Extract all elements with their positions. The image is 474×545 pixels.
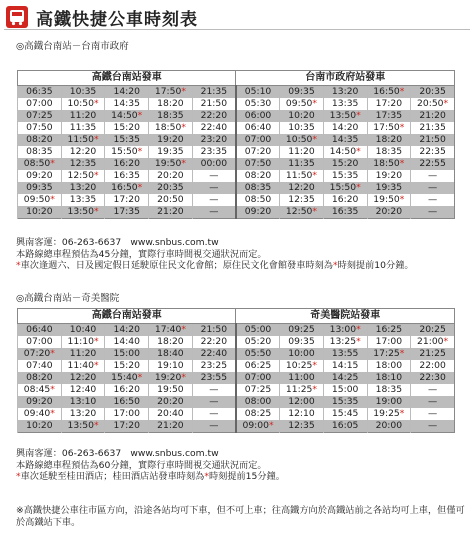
table-row xyxy=(18,396,455,408)
time-cell: 13:35 xyxy=(61,194,105,206)
time-cell: 17:20 xyxy=(105,420,149,433)
time-cell: 12:00 xyxy=(280,396,324,408)
asterisk-mark: * xyxy=(268,420,274,431)
time-cell: 16:25 xyxy=(367,324,411,337)
time-cell: 18:50* xyxy=(149,122,193,134)
time-cell: 09:20 xyxy=(18,170,62,182)
time-cell: 19:50* xyxy=(149,158,193,170)
asterisk-mark: * xyxy=(312,170,317,181)
time-cell: — xyxy=(411,420,455,433)
time-cell: 15:50* xyxy=(105,146,149,158)
asterisk-mark: * xyxy=(332,260,338,272)
time-cell: 11:50* xyxy=(280,170,324,182)
time-cell: 16:20 xyxy=(323,194,367,206)
table-row xyxy=(18,372,455,384)
time-cell: 11:20 xyxy=(280,146,324,158)
table-row xyxy=(18,110,455,122)
route-title: ◎高鐵台南站－台南市政府 xyxy=(16,41,129,52)
time-cell: 13:25* xyxy=(323,336,367,348)
time-cell: 08:50 xyxy=(236,194,280,206)
time-cell: 05:10 xyxy=(236,86,280,99)
time-cell: 13:20 xyxy=(323,86,367,99)
table-row xyxy=(18,134,455,146)
asterisk-mark: * xyxy=(399,86,405,97)
time-cell: 14:50* xyxy=(323,146,367,158)
asterisk-mark: * xyxy=(93,98,99,109)
asterisk-mark: * xyxy=(399,408,405,419)
time-cell: 14:25 xyxy=(323,372,367,384)
asterisk-mark: * xyxy=(312,98,317,109)
time-cell: 07:00 xyxy=(236,134,280,146)
time-cell: 09:50* xyxy=(280,98,324,110)
time-cell: 15:20 xyxy=(323,158,367,170)
table-row xyxy=(18,324,455,337)
asterisk-mark: * xyxy=(312,206,317,217)
time-cell: 17:25* xyxy=(367,348,411,360)
time-cell: 18:50* xyxy=(367,158,411,170)
time-cell: 21:00* xyxy=(411,336,455,348)
time-cell: 07:50 xyxy=(236,158,280,170)
time-cell: — xyxy=(192,170,236,182)
time-cell: 13:55 xyxy=(323,348,367,360)
time-cell: 19:20 xyxy=(149,134,193,146)
time-cell: — xyxy=(411,182,455,194)
time-cell: 09:35 xyxy=(280,86,324,99)
table-row xyxy=(18,206,455,219)
asterisk-mark: * xyxy=(50,348,55,359)
time-cell: 19:10 xyxy=(149,360,193,372)
time-cell: 09:40* xyxy=(18,408,62,420)
time-cell: 14:20 xyxy=(105,86,149,99)
asterisk-mark: * xyxy=(181,158,186,169)
time-cell: 09:50* xyxy=(18,194,62,206)
time-cell: 20:20 xyxy=(149,170,193,182)
asterisk-mark: * xyxy=(93,336,99,347)
time-cell: 10:35 xyxy=(280,122,324,134)
time-cell: 18:40 xyxy=(149,348,193,360)
footnote: ※高鐵快捷公車往市區方向，沿途各站均可下車，但不可上車；往高鐵方向於高鐵站前之各站均可上車，但僅可於高鐵站下車。 xyxy=(16,505,465,528)
time-cell: 12:50* xyxy=(280,206,324,219)
asterisk-mark: * xyxy=(181,86,186,97)
timetable xyxy=(17,308,455,433)
time-cell: 23:55 xyxy=(192,372,236,384)
time-cell: 20:50* xyxy=(411,98,455,110)
time-cell: 10:00 xyxy=(280,348,324,360)
time-cell: 10:50* xyxy=(280,134,324,146)
left-column-header: 高鐵台南站發車 xyxy=(18,71,236,86)
table-row xyxy=(18,158,455,170)
time-cell: 11:00 xyxy=(280,372,324,384)
asterisk-note: *車次延駛至桂田酒店；桂田酒店站發車時刻為*時刻提前15分鐘。 xyxy=(16,471,285,483)
time-cell: 19:20 xyxy=(367,170,411,182)
time-cell: 22:30 xyxy=(411,372,455,384)
asterisk-mark: * xyxy=(137,182,143,193)
time-cell: 14:50* xyxy=(105,110,149,122)
asterisk-mark: * xyxy=(312,134,317,145)
right-column-header: 台南市政府站發車 xyxy=(236,71,455,86)
time-cell: 11:20 xyxy=(61,348,105,360)
time-cell: 11:40* xyxy=(61,360,105,372)
time-cell: 08:50* xyxy=(18,158,62,170)
time-cell: 20:20 xyxy=(367,206,411,219)
time-cell: 14:35 xyxy=(323,134,367,146)
time-cell: 17:00 xyxy=(367,336,411,348)
notes xyxy=(16,448,466,483)
time-cell: 09:00* xyxy=(236,420,280,433)
time-cell: 17:00 xyxy=(105,408,149,420)
time-cell: 08:35 xyxy=(236,182,280,194)
time-cell: 13:50* xyxy=(323,110,367,122)
time-cell: 06:40 xyxy=(18,324,62,337)
time-cell: 18:10 xyxy=(367,372,411,384)
time-cell: 05:00 xyxy=(236,324,280,337)
time-cell: 21:20 xyxy=(149,420,193,433)
time-cell: 18:35 xyxy=(367,146,411,158)
asterisk-mark: * xyxy=(312,384,317,395)
time-cell: 20:20 xyxy=(149,396,193,408)
time-cell: 12:40 xyxy=(61,384,105,396)
time-cell: 10:25* xyxy=(280,360,324,372)
notes xyxy=(16,237,466,272)
time-cell: — xyxy=(411,194,455,206)
time-cell: 16:35 xyxy=(323,206,367,219)
time-cell: 18:20 xyxy=(149,98,193,110)
time-cell: 11:10* xyxy=(61,336,105,348)
table-row xyxy=(18,146,455,158)
time-cell: 17:20 xyxy=(367,98,411,110)
time-cell: — xyxy=(192,396,236,408)
time-cell: 09:20 xyxy=(18,396,62,408)
table-row xyxy=(18,336,455,348)
asterisk-mark: * xyxy=(356,110,361,121)
time-cell: 11:25* xyxy=(280,384,324,396)
table-row xyxy=(18,348,455,360)
time-cell: 00:00 xyxy=(192,158,236,170)
time-cell: 12:20 xyxy=(61,372,105,384)
time-cell: 23:20 xyxy=(192,134,236,146)
time-cell: 23:25 xyxy=(192,360,236,372)
time-cell: 07:20 xyxy=(236,146,280,158)
time-cell: 16:20 xyxy=(105,158,149,170)
timetable xyxy=(17,70,455,219)
time-cell: 14:35 xyxy=(105,98,149,110)
time-cell: 10:20 xyxy=(18,206,62,219)
asterisk-mark: * xyxy=(204,471,209,483)
time-cell: — xyxy=(192,182,236,194)
time-cell: 19:35 xyxy=(149,146,193,158)
time-cell: 13:00* xyxy=(323,324,367,337)
asterisk-mark: * xyxy=(50,408,55,419)
table-row xyxy=(18,98,455,110)
time-cell: 12:35 xyxy=(280,420,324,433)
table-row xyxy=(18,360,455,372)
time-cell: 09:20 xyxy=(236,206,280,219)
time-cell: 15:20 xyxy=(105,360,149,372)
time-cell: 14:20 xyxy=(105,324,149,337)
time-cell: 08:20 xyxy=(236,170,280,182)
asterisk-mark: * xyxy=(399,122,405,133)
asterisk-note: *車次逢週六、日及國定假日延駛原住民文化會館；原住民文化會館發車時刻為*時刻提前10分鐘。 xyxy=(16,260,414,272)
time-cell: 08:25 xyxy=(236,408,280,420)
time-cell: 20:35 xyxy=(149,182,193,194)
time-cell: 17:40* xyxy=(149,324,193,337)
time-cell: 18:00 xyxy=(367,360,411,372)
time-cell: 15:35 xyxy=(323,396,367,408)
time-cell: 10:20 xyxy=(18,420,62,433)
time-cell: 18:20 xyxy=(367,134,411,146)
time-cell: — xyxy=(192,420,236,433)
time-cell: 17:35 xyxy=(105,206,149,219)
asterisk-mark: * xyxy=(181,372,186,383)
table-row xyxy=(18,86,455,99)
time-cell: — xyxy=(192,206,236,219)
time-cell: 13:50* xyxy=(61,206,105,219)
time-cell: 18:35 xyxy=(149,110,193,122)
time-cell: 20:25 xyxy=(411,324,455,337)
time-cell: 07:20* xyxy=(18,348,62,360)
asterisk-mark: * xyxy=(356,336,361,347)
asterisk-mark: * xyxy=(443,98,449,109)
asterisk-mark: * xyxy=(16,260,21,272)
table-row xyxy=(18,170,455,182)
time-cell: 12:10 xyxy=(280,408,324,420)
time-cell: — xyxy=(192,408,236,420)
time-cell: 12:50* xyxy=(61,170,105,182)
time-cell: 20:40 xyxy=(149,408,193,420)
time-cell: 09:35 xyxy=(280,336,324,348)
time-cell: 10:35 xyxy=(61,86,105,99)
time-cell: 09:35 xyxy=(18,182,62,194)
asterisk-mark: * xyxy=(93,170,99,181)
time-cell: 08:20 xyxy=(18,372,62,384)
time-cell: 08:45* xyxy=(18,384,62,396)
asterisk-mark: * xyxy=(312,360,317,371)
travel-time-note: 本路線總車程預估為45分鐘，實際行車時間視交通狀況而定。 xyxy=(16,248,267,260)
time-cell: — xyxy=(411,206,455,219)
time-cell: 16:05 xyxy=(323,420,367,433)
time-cell: 21:50 xyxy=(192,324,236,337)
time-cell: 15:35 xyxy=(323,170,367,182)
asterisk-mark: * xyxy=(16,471,21,483)
time-cell: — xyxy=(411,408,455,420)
time-cell: 09:25 xyxy=(280,324,324,337)
time-cell: 17:50* xyxy=(149,86,193,99)
time-cell: 15:45 xyxy=(323,408,367,420)
table-row xyxy=(18,408,455,420)
route-title: ◎高鐵台南站－奇美醫院 xyxy=(16,293,120,304)
time-cell: 22:40 xyxy=(192,348,236,360)
time-cell: 21:25 xyxy=(411,348,455,360)
asterisk-mark: * xyxy=(399,194,405,205)
time-cell: 19:00 xyxy=(367,396,411,408)
time-cell: 10:40 xyxy=(61,324,105,337)
time-cell: 05:50 xyxy=(236,348,280,360)
asterisk-mark: * xyxy=(356,182,361,193)
time-cell: 21:20 xyxy=(149,206,193,219)
time-cell: 20:50 xyxy=(149,194,193,206)
time-cell: 12:35 xyxy=(280,194,324,206)
time-cell: 08:00 xyxy=(236,396,280,408)
time-cell: 15:20 xyxy=(105,122,149,134)
asterisk-mark: * xyxy=(50,194,55,205)
time-cell: 17:50* xyxy=(367,122,411,134)
time-cell: 11:35 xyxy=(61,122,105,134)
time-cell: 18:35 xyxy=(367,384,411,396)
time-cell: 13:50* xyxy=(61,420,105,433)
time-cell: 21:35 xyxy=(411,122,455,134)
time-cell: — xyxy=(411,170,455,182)
time-cell: 19:35 xyxy=(367,182,411,194)
travel-time-note: 本路線總車程預估為60分鐘，實際行車時間視交通狀況而定。 xyxy=(16,459,267,471)
time-cell: 19:50* xyxy=(367,194,411,206)
bus-icon xyxy=(6,6,28,28)
asterisk-mark: * xyxy=(93,134,99,145)
time-cell: 20:00 xyxy=(367,420,411,433)
table-row xyxy=(18,420,455,433)
asterisk-mark: * xyxy=(356,324,361,335)
time-cell: 10:20 xyxy=(280,110,324,122)
time-cell: 21:50 xyxy=(411,134,455,146)
table-row xyxy=(18,384,455,396)
time-cell: 19:50 xyxy=(149,384,193,396)
time-cell: 06:35 xyxy=(18,86,62,99)
page-title: 高鐵快捷公車時刻表 xyxy=(36,10,198,30)
right-column-header: 奇美醫院站發車 xyxy=(236,309,455,324)
time-cell: 05:20 xyxy=(236,336,280,348)
time-cell: 07:40 xyxy=(18,360,62,372)
time-cell: 16:50* xyxy=(367,86,411,99)
time-cell: 13:20 xyxy=(61,408,105,420)
table-row xyxy=(18,122,455,134)
asterisk-mark: * xyxy=(137,110,143,121)
time-cell: 08:35 xyxy=(18,146,62,158)
time-cell: 15:00 xyxy=(105,348,149,360)
time-cell: — xyxy=(411,384,455,396)
asterisk-mark: * xyxy=(50,158,55,169)
time-cell: 15:00 xyxy=(323,384,367,396)
time-cell: 06:40 xyxy=(236,122,280,134)
time-cell: 06:25 xyxy=(236,360,280,372)
time-cell: 19:25* xyxy=(367,408,411,420)
time-cell: 16:20 xyxy=(105,384,149,396)
asterisk-mark: * xyxy=(50,384,55,395)
time-cell: 13:35 xyxy=(323,98,367,110)
asterisk-mark: * xyxy=(443,336,449,347)
time-cell: 22:40 xyxy=(192,122,236,134)
asterisk-mark: * xyxy=(93,206,99,217)
asterisk-mark: * xyxy=(399,348,405,359)
asterisk-mark: * xyxy=(137,146,143,157)
time-cell: 15:50* xyxy=(323,182,367,194)
asterisk-mark: * xyxy=(93,420,99,431)
asterisk-mark: * xyxy=(181,324,186,335)
time-cell: 20:35 xyxy=(411,86,455,99)
table-row xyxy=(18,182,455,194)
time-cell: 15:40* xyxy=(105,372,149,384)
time-cell: — xyxy=(192,384,236,396)
time-cell: 10:50* xyxy=(61,98,105,110)
time-cell: 18:20 xyxy=(149,336,193,348)
time-cell: 11:50* xyxy=(61,134,105,146)
time-cell: 12:20 xyxy=(280,182,324,194)
time-cell: — xyxy=(411,396,455,408)
time-cell: 12:20 xyxy=(61,146,105,158)
time-cell: 17:20 xyxy=(105,194,149,206)
contact-info: 興南客運：06-263-6637 www.snbus.com.tw xyxy=(16,237,219,248)
time-cell: 15:35 xyxy=(105,134,149,146)
time-cell: 22:55 xyxy=(411,158,455,170)
asterisk-mark: * xyxy=(181,122,186,133)
time-cell: 17:35 xyxy=(367,110,411,122)
time-cell: 19:20* xyxy=(149,372,193,384)
table-row xyxy=(18,194,455,206)
title-bar xyxy=(4,4,470,30)
time-cell: 05:30 xyxy=(236,98,280,110)
time-cell: 16:50* xyxy=(105,182,149,194)
asterisk-mark: * xyxy=(93,360,99,371)
time-cell: 11:35 xyxy=(280,158,324,170)
time-cell: 07:00 xyxy=(18,98,62,110)
time-cell: 21:50 xyxy=(192,98,236,110)
contact-info: 興南客運：06-263-6637 www.snbus.com.tw xyxy=(16,448,219,459)
left-column-header: 高鐵台南站發車 xyxy=(18,309,236,324)
time-cell: 16:35 xyxy=(105,170,149,182)
time-cell: 22:20 xyxy=(192,336,236,348)
time-cell: 07:25 xyxy=(18,110,62,122)
time-cell: 22:00 xyxy=(411,360,455,372)
time-cell: 13:10 xyxy=(61,396,105,408)
asterisk-mark: * xyxy=(356,146,361,157)
time-cell: 07:00 xyxy=(236,372,280,384)
asterisk-mark: * xyxy=(137,372,143,383)
time-cell: — xyxy=(192,194,236,206)
time-cell: 07:00 xyxy=(18,336,62,348)
time-cell: 11:20 xyxy=(61,110,105,122)
time-cell: 07:50 xyxy=(18,122,62,134)
time-cell: 07:25 xyxy=(236,384,280,396)
time-cell: 06:00 xyxy=(236,110,280,122)
time-cell: 22:35 xyxy=(411,146,455,158)
time-cell: 14:40 xyxy=(105,336,149,348)
time-cell: 23:35 xyxy=(192,146,236,158)
time-cell: 22:20 xyxy=(192,110,236,122)
time-cell: 13:20 xyxy=(61,182,105,194)
time-cell: 16:50 xyxy=(105,396,149,408)
time-cell: 08:20 xyxy=(18,134,62,146)
time-cell: 21:20 xyxy=(411,110,455,122)
time-cell: 14:15 xyxy=(323,360,367,372)
time-cell: 21:35 xyxy=(192,86,236,99)
time-cell: 14:20 xyxy=(323,122,367,134)
time-cell: 12:35 xyxy=(61,158,105,170)
asterisk-mark: * xyxy=(399,158,405,169)
